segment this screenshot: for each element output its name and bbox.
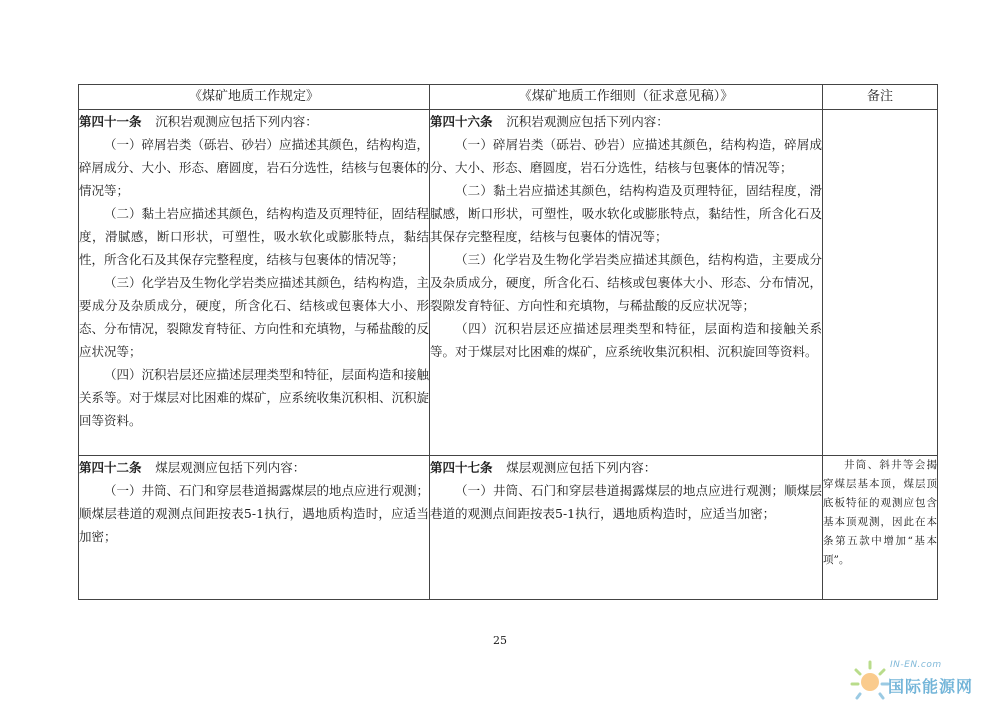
table-row [79,456,938,600]
article-number: 第四十二条 [79,460,142,475]
paragraph: （一）井筒、石门和穿层巷道揭露煤层的地点应进行观测；顺煤层巷道的观测点间距按表5-1执行，遇地质构造时，应适当加密； [430,483,822,521]
table-row [79,110,938,456]
watermark-brand: 国际能源网 [888,677,974,696]
header-regulation: 《煤矿地质工作规定》 [79,85,430,110]
article-intro: 沉积岩观测应包括下列内容： [506,114,669,129]
detailed-rules-cell [430,110,823,456]
paragraph: （三）化学岩及生物化学岩类应描述其颜色，结构构造，主要成分及杂质成分，硬度，所含化石、结核或包裹体大小、形态、分布情况，裂隙发育特征、方向性和充填物，与稀盐酸的反应状况等； [79,275,430,359]
article-intro: 沉积岩观测应包括下列内容： [155,114,318,129]
regulation-cell [79,456,430,600]
paragraph: （一）井筒、石门和穿层巷道揭露煤层的地点应进行观测；顺煤层巷道的观测点间距按表5-1执行，遇地质构造时，应适当加密； [79,483,430,544]
paragraph: （四）沉积岩层还应描述层理类型和特征，层面构造和接触关系等。对于煤层对比困难的煤矿，应系统收集沉积相、沉积旋回等资料。 [430,321,822,359]
article-number: 第四十六条 [430,114,493,129]
paragraph: （三）化学岩及生物化学岩类应描述其颜色，结构构造，主要成分及杂质成分，硬度，所含化石、结核或包裹体大小、形态、分布情况，裂隙发育特征、方向性和充填物，与稀盐酸的反应状况等； [430,252,822,313]
page-number: 25 [493,634,507,647]
paragraph: （一）碎屑岩类（砾岩、砂岩）应描述其颜色，结构构造，碎屑成分、大小、形态、磨圆度，岩石分选性，结核与包裹体的情况等； [430,137,822,175]
remarks-cell [823,456,938,600]
paragraph: （四）沉积岩层还应描述层理类型和特征，层面构造和接触关系等。对于煤层对比困难的煤矿，应系统收集沉积相、沉积旋回等资料。 [79,367,430,428]
header-remarks: 备注 [823,85,938,110]
watermark [850,658,995,702]
detailed-rules-cell [430,456,823,600]
article-intro: 煤层观测应包括下列内容： [155,460,306,475]
remark-text: 井筒、斜井等会揭穿煤层基本顶，煤层顶底板特征的观测应包含基本顶观测，因此在本条第五款中增加“基本项”。 [823,459,937,566]
watermark-url: IN-EN.com [890,660,942,670]
article-number: 第四十一条 [79,114,142,129]
sun-logo-icon [850,658,890,702]
regulation-cell [79,110,430,456]
paragraph: （二）黏土岩应描述其颜色，结构构造及页理特征，固结程度，滑腻感，断口形状，可塑性，吸水软化或膨胀特点，黏结性，所含化石及其保存完整程度，结核与包裹体的情况等； [79,206,430,267]
paragraph: （二）黏土岩应描述其颜色，结构构造及页理特征，固结程度，滑腻感，断口形状，可塑性，吸水软化或膨胀特点，黏结性，所含化石及其保存完整程度，结核与包裹体的情况等； [430,183,822,244]
header-detailed-rules: 《煤矿地质工作细则（征求意见稿）》 [430,85,823,110]
paragraph: （一）碎屑岩类（砾岩、砂岩）应描述其颜色，结构构造，碎屑成分、大小、形态、磨圆度，岩石分选性，结核与包裹体的情况等； [79,137,430,198]
article-intro: 煤层观测应包括下列内容： [506,460,657,475]
article-number: 第四十七条 [430,460,493,475]
remarks-cell [823,110,938,456]
header-row [79,85,938,110]
comparison-table [78,84,938,600]
